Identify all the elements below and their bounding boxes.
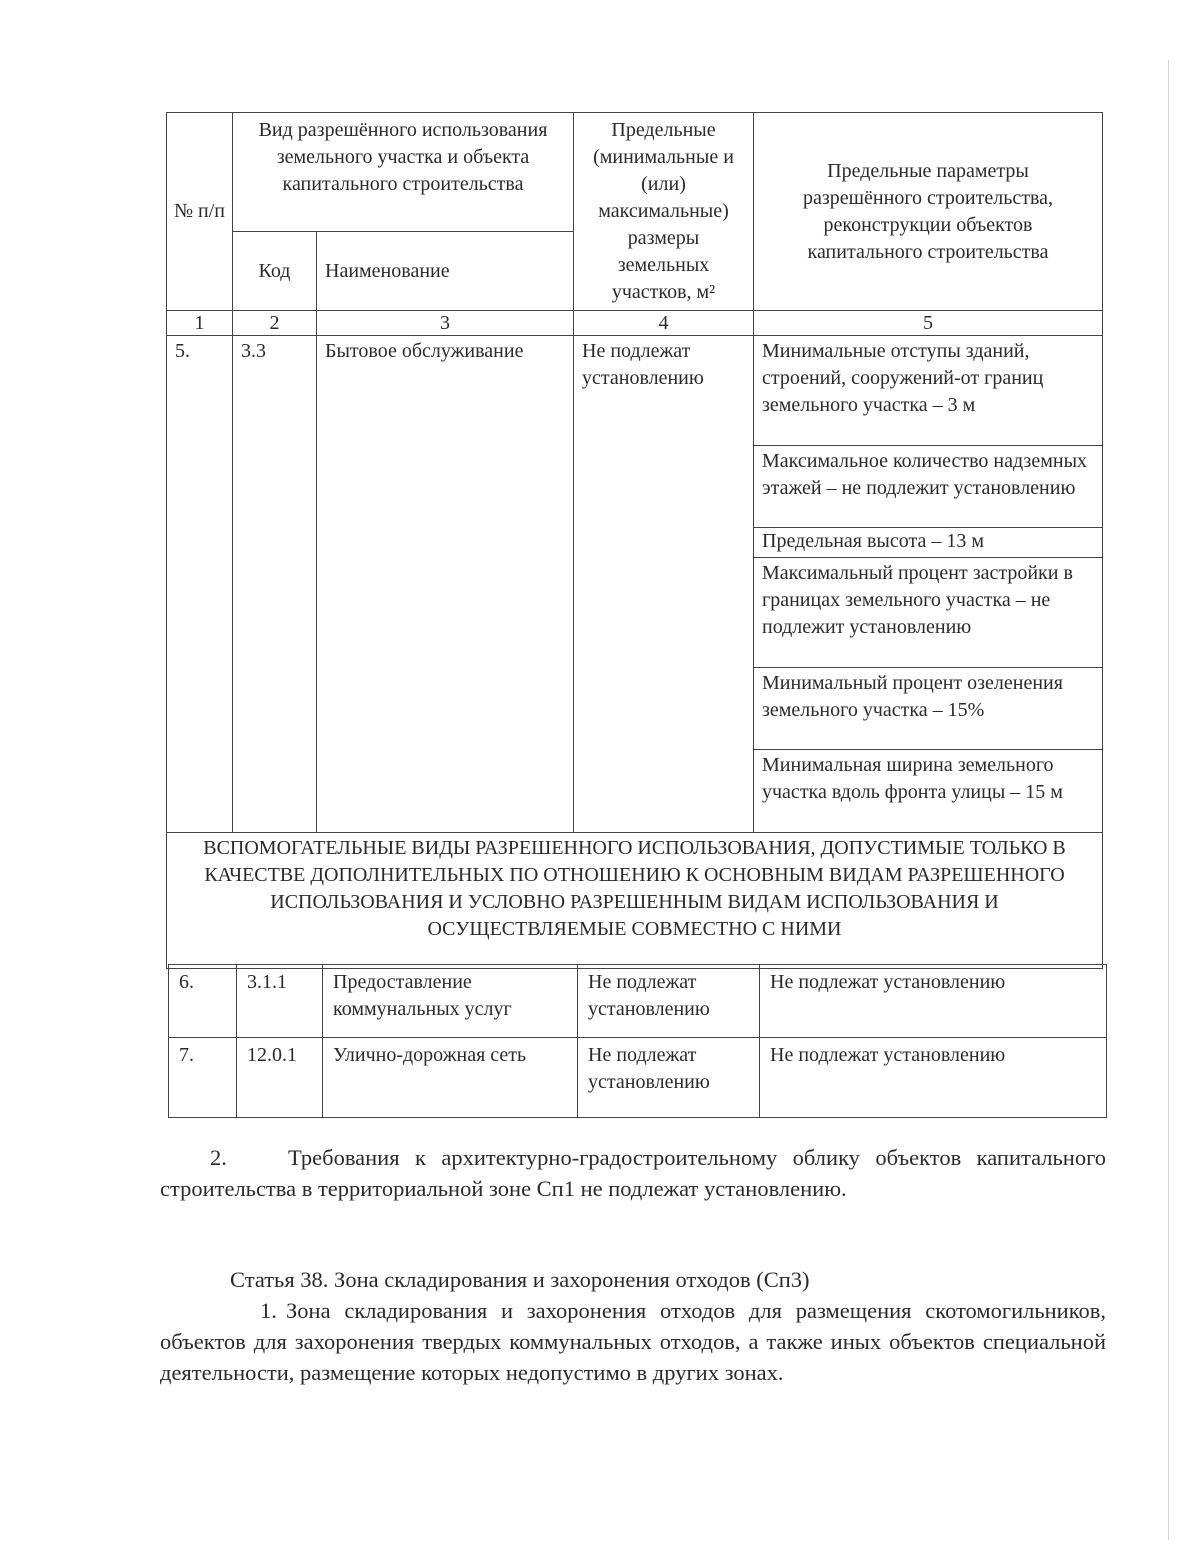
row5-code bbox=[233, 336, 317, 833]
header-name-text: Наименование bbox=[325, 259, 450, 282]
paragraph-item-2 bbox=[160, 1142, 1106, 1204]
header-vid-text: Вид разрешённого использования земельного участка и объекта капитального строительства bbox=[258, 119, 548, 195]
row5-code-text: 3.3 bbox=[241, 340, 266, 362]
col-number: 4 bbox=[574, 311, 754, 336]
param-cell bbox=[754, 668, 1103, 750]
row-num: 6. bbox=[169, 965, 237, 1038]
col-number: 2 bbox=[233, 311, 317, 336]
row5-name-text: Бытовое обслуживание bbox=[325, 340, 524, 362]
param-cell bbox=[754, 750, 1103, 833]
param-text: Минимальный процент озеленения земельного участка – 15% bbox=[762, 672, 1063, 721]
param-cell bbox=[754, 336, 1103, 446]
column-number-row bbox=[167, 311, 1103, 336]
paragraph-item-1 bbox=[160, 1295, 1106, 1388]
param-text: Минимальная ширина земельного участка вдоль фронта улицы – 15 м bbox=[762, 754, 1063, 803]
scan-edge-line bbox=[1168, 60, 1169, 1540]
col-number: 5 bbox=[754, 311, 1103, 336]
param-text: Максимальный процент застройки в границах земельного участка – не подлежит установлению bbox=[762, 562, 1073, 638]
header-sizes bbox=[574, 113, 754, 311]
param-text: Предельная высота – 13 м bbox=[762, 530, 985, 552]
row-params: Не подлежат установлению bbox=[760, 965, 1107, 1038]
item-2-text: Требования к архитектурно-градостроительному облику объектов капитального строительства в территориальной зоне Сп1 не подлежат установлению. bbox=[160, 1145, 1106, 1201]
header-num bbox=[167, 113, 233, 311]
row5-num-text: 5. bbox=[175, 340, 190, 362]
header-sizes-text: Предельные (минимальные и (или) максимальные) размеры земельных участков, м² bbox=[593, 119, 734, 303]
auxiliary-uses-table bbox=[168, 964, 1107, 1118]
table-row bbox=[169, 965, 1107, 1038]
row-name: Улично-дорожная сеть bbox=[323, 1038, 578, 1118]
row5-name bbox=[317, 336, 574, 833]
param-cell bbox=[754, 558, 1103, 668]
row-num: 7. bbox=[169, 1038, 237, 1118]
row5-sizes bbox=[574, 336, 754, 833]
table-row bbox=[167, 336, 1103, 446]
header-kod-text: Код bbox=[258, 259, 291, 282]
header-name bbox=[317, 232, 574, 311]
param-cell bbox=[754, 528, 1103, 558]
header-kod bbox=[233, 232, 317, 311]
header-num-text: № п/п bbox=[173, 200, 226, 222]
col-number: 3 bbox=[317, 311, 574, 336]
param-text: Максимальное количество надземных этажей – не подлежит установлению bbox=[762, 450, 1088, 499]
row5-num bbox=[167, 336, 233, 833]
row-code: 3.1.1 bbox=[237, 965, 323, 1038]
row-params: Не подлежат установлению bbox=[760, 1038, 1107, 1118]
row5-sizes-text: Не подлежат установлению bbox=[582, 340, 704, 389]
param-text: Минимальные отступы зданий, строений, сооружений-от границ земельного участка – 3 м bbox=[762, 340, 1044, 416]
row-name: Предоставление коммунальных услуг bbox=[323, 965, 578, 1038]
table-row bbox=[169, 1038, 1107, 1118]
param-cell bbox=[754, 446, 1103, 528]
header-params bbox=[754, 113, 1103, 311]
item-1-number: 1. bbox=[260, 1298, 277, 1323]
header-vid bbox=[233, 113, 574, 232]
item-2-number: 2. bbox=[210, 1145, 227, 1170]
col-number: 1 bbox=[167, 311, 233, 336]
row-code: 12.0.1 bbox=[237, 1038, 323, 1118]
item-1-text: Зона складирования и захоронения отходов для размещения скотомогильников, объектов для захоронения твердых коммунальных отходов, а также иных объектов специальной деятельности, размещение которых недопустимо в других зонах. bbox=[160, 1298, 1106, 1385]
section-title: ВСПОМОГАТЕЛЬНЫЕ ВИДЫ РАЗРЕШЕННОГО ИСПОЛЬЗОВАНИЯ, ДОПУСТИМЫЕ ТОЛЬКО В КАЧЕСТВЕ ДОПОЛНИТЕЛЬНЫХ ПО ОТНОШЕНИЮ К ОСНОВНЫМ ВИДАМ РАЗРЕШЕННОГО ИСПОЛЬЗОВАНИЯ И УСЛОВНО РАЗРЕШЕННЫМ ВИДАМ ИСПОЛЬЗОВАНИЯ И ОСУЩЕСТВЛЯЕМЫЕ СОВМЕСТНО С НИМИ bbox=[203, 837, 1066, 940]
section-title-cell bbox=[167, 833, 1103, 969]
row-sizes: Не подлежат установлению bbox=[578, 1038, 760, 1118]
article-heading: Статья 38. Зона складирования и захоронения отходов (Сп3) bbox=[230, 1267, 810, 1292]
header-params-text: Предельные параметры разрешённого строительства, реконструкции объектов капитального строительства bbox=[803, 159, 1053, 263]
land-use-table bbox=[166, 112, 1103, 969]
row-sizes: Не подлежат установлению bbox=[578, 965, 760, 1038]
